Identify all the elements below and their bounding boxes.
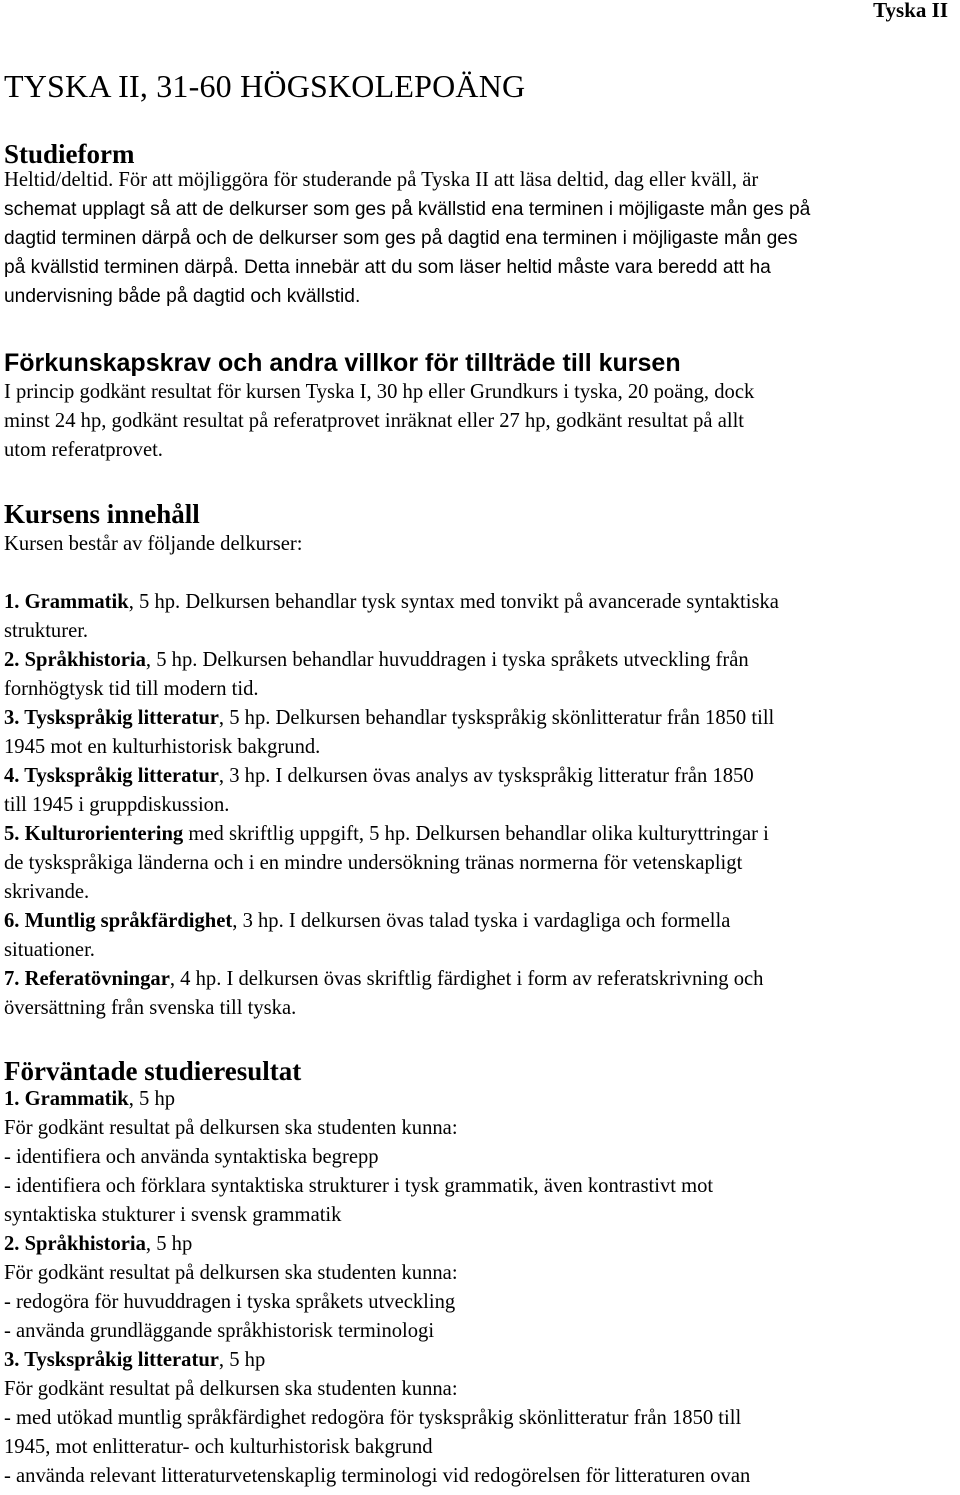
delkurs-item-1: [4, 588, 956, 646]
resultat-group-1: [4, 1085, 956, 1230]
delkurs-item-3: [4, 704, 956, 762]
resultat-number: 2.: [4, 1233, 25, 1255]
resultat-line: - identifiera och använda syntaktiska begrepp: [4, 1146, 379, 1168]
delkurs-number: 5.: [4, 823, 25, 845]
studieform-line-3: dagtid terminen därpå och de delkurser som ges på dagtid ena terminen i möjligaste mån ges: [4, 228, 798, 249]
resultat-name: Språkhistoria: [24, 1233, 146, 1255]
forkunskapskrav-line-1: I princip godkänt resultat för kursen Tyska I, 30 hp eller Grundkurs i tyska, 20 poäng, dock: [4, 381, 755, 403]
resultat-line: 1945, mot enlitteratur- och kulturhistorisk bakgrund: [4, 1436, 433, 1458]
section-kursens-innehall: [4, 498, 956, 1023]
delkurs-number: 1.: [4, 591, 25, 613]
delkurs-name: Språkhistoria: [24, 649, 146, 671]
delkurs-name: Referatövningar: [24, 968, 170, 990]
resultat-line: - redogöra för huvuddragen i tyska språkets utveckling: [4, 1291, 456, 1313]
delkurs-number: 4.: [4, 765, 25, 787]
resultat-name: Tyskspråkig litteratur: [24, 1349, 219, 1371]
section-forvantade-studieresultat: [4, 1055, 956, 1491]
resultat-number: 3.: [4, 1349, 25, 1371]
section-forkunskapskrav: [4, 348, 956, 465]
delkurs-description: , 5 hp. Delkursen behandlar tysk syntax med tonvikt på avancerade syntaktiska: [128, 591, 779, 613]
resultat-lead: För godkänt resultat på delkursen ska studenten kunna:: [4, 1117, 458, 1139]
resultat-hp: , 5 hp: [218, 1349, 266, 1371]
delkurs-number: 3.: [4, 707, 25, 729]
studieform-line-5: undervisning både på dagtid och kvällstid.: [4, 286, 361, 307]
forkunskapskrav-paragraph: [4, 378, 956, 465]
resultat-group-3: [4, 1346, 956, 1491]
delkurs-description-cont: till 1945 i gruppdiskussion.: [4, 794, 230, 816]
studieform-line-4: på kvällstid terminen därpå. Detta innebär att du som läser heltid måste vara beredd att ha: [4, 257, 771, 278]
resultat-group-2: [4, 1230, 956, 1346]
delkurs-description-cont: 1945 mot en kulturhistorisk bakgrund.: [4, 736, 321, 758]
resultat-line: - med utökad muntlig språkfärdighet redogöra för tyskspråkig skönlitteratur från 1850 till: [4, 1407, 742, 1429]
studieform-line-2: schemat upplagt så att de delkurser som ges på kvällstid ena terminen i möjligaste mån ges på: [4, 199, 811, 220]
innehall-intro: Kursen består av följande delkurser:: [4, 533, 303, 555]
delkurs-description: med skriftlig uppgift, 5 hp. Delkursen behandlar olika kulturyttringar i: [183, 823, 769, 845]
resultat-hp: , 5 hp: [145, 1233, 193, 1255]
resultat-line: - använda grundläggande språkhistorisk terminologi: [4, 1320, 435, 1342]
delkurs-item-5: [4, 820, 956, 907]
section-heading-innehall: Kursens innehåll: [4, 499, 200, 529]
studieform-line-1: Heltid/deltid. För att möjliggöra för studerande på Tyska II att läsa deltid, dag eller kväll, är: [4, 169, 759, 191]
delkurs-list: [4, 588, 956, 1023]
section-studieform: [4, 138, 956, 311]
page-title: TYSKA II, 31-60 HÖGSKOLEPOÄNG: [4, 68, 526, 104]
studieresultat-list: [4, 1085, 956, 1491]
resultat-line: - identifiera och förklara syntaktiska strukturer i tysk grammatik, även kontrastivt mot: [4, 1175, 714, 1197]
delkurs-description: , 3 hp. I delkursen övas analys av tyskspråkig litteratur från 1850: [218, 765, 754, 787]
delkurs-item-7: [4, 965, 956, 1023]
delkurs-description: , 4 hp. I delkursen övas skriftlig färdighet i form av referatskrivning och: [169, 968, 764, 990]
delkurs-number: 7.: [4, 968, 25, 990]
studieform-paragraph: [4, 166, 956, 311]
resultat-number: 1.: [4, 1088, 25, 1110]
delkurs-name: Tyskspråkig litteratur: [24, 765, 219, 787]
forkunskapskrav-line-2: minst 24 hp, godkänt resultat på referatprovet inräknat eller 27 hp, godkänt resultat på allt: [4, 410, 745, 432]
running-header: Tyska II: [873, 0, 948, 22]
section-heading-studieform: Studieform: [4, 139, 135, 169]
resultat-lead: För godkänt resultat på delkursen ska studenten kunna:: [4, 1378, 458, 1400]
delkurs-description-cont: situationer.: [4, 939, 95, 961]
delkurs-description-cont: skrivande.: [4, 881, 90, 903]
forkunskapskrav-line-3: utom referatprovet.: [4, 439, 163, 461]
delkurs-item-2: [4, 646, 956, 704]
delkurs-description-cont: översättning från svenska till tyska.: [4, 997, 297, 1019]
section-heading-studieresultat: Förväntade studieresultat: [4, 1056, 302, 1086]
delkurs-description: , 3 hp. I delkursen övas talad tyska i vardagliga och formella: [232, 910, 731, 932]
resultat-hp: , 5 hp: [128, 1088, 176, 1110]
delkurs-description-cont: de tyskspråkiga länderna och i en mindre undersökning tränas normerna för vetenskapligt: [4, 852, 743, 874]
delkurs-name: Grammatik: [24, 591, 129, 613]
resultat-line: - använda relevant litteraturvetenskaplig terminologi vid redogörelsen för litteraturen ovan: [4, 1465, 751, 1487]
delkurs-description: , 5 hp. Delkursen behandlar huvuddragen i tyska språkets utveckling från: [145, 649, 749, 671]
resultat-line: syntaktiska stukturer i svensk grammatik: [4, 1204, 342, 1226]
delkurs-item-6: [4, 907, 956, 965]
delkurs-description-cont: fornhögtysk tid till modern tid.: [4, 678, 259, 700]
delkurs-number: 2.: [4, 649, 25, 671]
resultat-name: Grammatik: [24, 1088, 129, 1110]
delkurs-description: , 5 hp. Delkursen behandlar tyskspråkig skönlitteratur från 1850 till: [218, 707, 775, 729]
delkurs-name: Kulturorientering: [24, 823, 184, 845]
section-heading-forkunskapskrav: Förkunskapskrav och andra villkor för tillträde till kursen: [4, 349, 681, 377]
delkurs-name: Tyskspråkig litteratur: [24, 707, 219, 729]
resultat-lead: För godkänt resultat på delkursen ska studenten kunna:: [4, 1262, 458, 1284]
delkurs-name: Muntlig språkfärdighet: [24, 910, 233, 932]
delkurs-description-cont: strukturer.: [4, 620, 89, 642]
delkurs-number: 6.: [4, 910, 25, 932]
delkurs-item-4: [4, 762, 956, 820]
